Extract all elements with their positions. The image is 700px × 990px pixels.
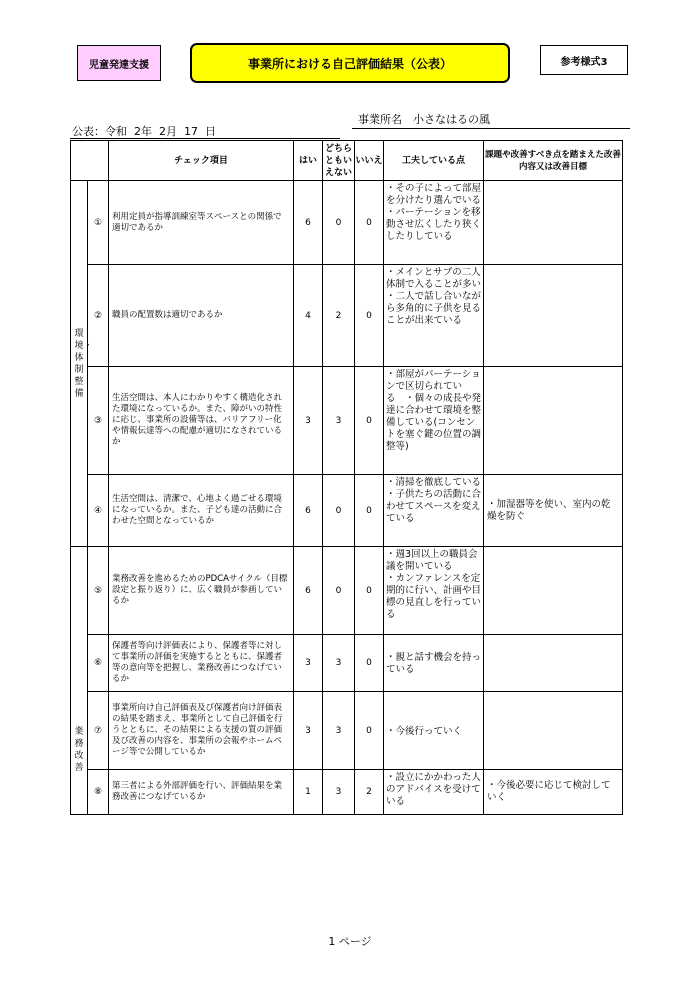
neither-count: 0 [323,475,355,547]
yes-count: 6 [294,547,323,635]
office-underline [352,128,630,129]
neither-count: 0 [323,547,355,635]
yes-count: 6 [294,181,323,265]
check-item-text: 利用定員が指導訓練室等スペースとの関係で適切であるか [109,181,294,265]
category-label: 業務改善 [74,727,84,773]
effort-text: ・その子によって部屋を分けたり選んでいる ・パーテーションを移動させ広くしたり狭くしたりしている [384,181,484,265]
yes-count: 3 [294,635,323,692]
effort-text: ・設立にかかわった人のアドバイスを受けている [384,770,484,815]
date-underline [70,138,340,139]
row-number: ④ [88,475,109,547]
row-number: ⑧ [88,770,109,815]
check-item-text: 職員の配置数は適切であるか [109,265,294,367]
row-number: ⑥ [88,635,109,692]
goal-text [484,635,623,692]
goal-text: ・加湿器等を使い、室内の乾燥を防ぐ [484,475,623,547]
no-count: 0 [355,475,384,547]
yes-count: 4 [294,265,323,367]
header-row [71,141,623,181]
no-count: 0 [355,367,384,475]
effort-text: ・親と話す機会を持っている [384,635,484,692]
neither-count: 3 [323,692,355,770]
page-title: 事業所における自己評価結果（公表） [190,43,510,83]
table-row [71,635,623,692]
no-count: 0 [355,635,384,692]
category-environment [71,181,93,547]
table-row [71,770,623,815]
row-number: ① [88,181,109,265]
goal-text [484,692,623,770]
form-tag: 参考様式3 [540,45,628,75]
effort-text: ・部屋がパーテーションで区切られている ・個々の成長や発達に合わせて環境を整備している(コンセントを塞ぐ鍵の位置の調整等) [384,367,484,475]
goal-text [484,367,623,475]
no-count: 2 [355,770,384,815]
check-item-text: 事業所向け自己評価表及び保護者向け評価表の結果を踏まえ、事業所として自己評価を行うとともに、その結果による支援の質の評価及び改善の内容を、事業所の会報やホームページ等で公開しているか [109,692,294,770]
goal-text [484,181,623,265]
goal-text [484,547,623,635]
table-row [71,265,623,367]
check-item-text: 保護者等向け評価表により、保護者等に対して事業所の評価を実施するとともに、保護者等の意向等を把握し、業務改善につなげているか [109,635,294,692]
header-yes: はい [294,141,323,181]
check-item-text: 第三者による外部評価を行い、評価結果を業務改善につなげているか [109,770,294,815]
row-number: ③ [88,367,109,475]
yes-count: 1 [294,770,323,815]
publish-date: 公表：令和 2年 2月 17 日 [72,125,216,138]
table-row [71,692,623,770]
effort-text: ・清掃を徹底している ・子供たちの活動に合わせてスペースを変えている [384,475,484,547]
yes-count: 3 [294,692,323,770]
header-no: いいえ [355,141,384,181]
category-operations [71,547,88,815]
header-blank [71,141,109,181]
neither-count: 3 [323,770,355,815]
header-neither: どちらともいえない [323,141,355,181]
neither-count: 2 [323,265,355,367]
table-row [71,547,623,635]
effort-text: ・週3回以上の職員会議を開いている ・カンファレンスを定期的に行い、計画や目標の見直しを行っている [384,547,484,635]
row-number: ② [88,265,109,367]
effort-text: ・メインとサブの二人体制で入ることが多い ・二人で話し合いながら多角的に子供を見ることが出来ている [384,265,484,367]
header-goal: 課題や改善すべき点を踏まえた改善内容又は改善目標 [484,141,623,181]
row-number: ⑦ [88,692,109,770]
no-count: 0 [355,181,384,265]
goal-text [484,265,623,367]
table-row [71,367,623,475]
header-check-item: チェック項目 [109,141,294,181]
neither-count: 0 [323,181,355,265]
check-item-text: 業務改善を進めるためのPDCAサイクル（目標設定と振り返り）に、広く職員が参画しているか [109,547,294,635]
check-item-text: 生活空間は、本人にわかりやすく構造化された環境になっているか。また、障がいの特性に応じ、事業所の設備等は、バリアフリー化や情報伝達等への配慮が適切になされているか [109,367,294,475]
no-count: 0 [355,547,384,635]
table-row [71,475,623,547]
yes-count: 6 [294,475,323,547]
yes-count: 3 [294,367,323,475]
no-count: 0 [355,692,384,770]
category-tag: 児童発達支援 [77,45,161,81]
check-item-text: 生活空間は、清潔で、心地よく過ごせる環境になっているか。また、子ども達の活動に合わせた空間となっているか [109,475,294,547]
neither-count: 3 [323,367,355,475]
page-number: 1 ページ [328,935,372,948]
no-count: 0 [355,265,384,367]
header-effort: 工夫している点 [384,141,484,181]
goal-text: ・今後必要に応じて検討していく [484,770,623,815]
office-name: 事業所名 小さなはるの風 [358,113,490,126]
evaluation-table [70,140,623,815]
neither-count: 3 [323,635,355,692]
effort-text: ・今後行っていく [384,692,484,770]
category-label: 環境・体制整備 [74,328,93,399]
row-number: ⑤ [88,547,109,635]
table-row [71,181,623,265]
